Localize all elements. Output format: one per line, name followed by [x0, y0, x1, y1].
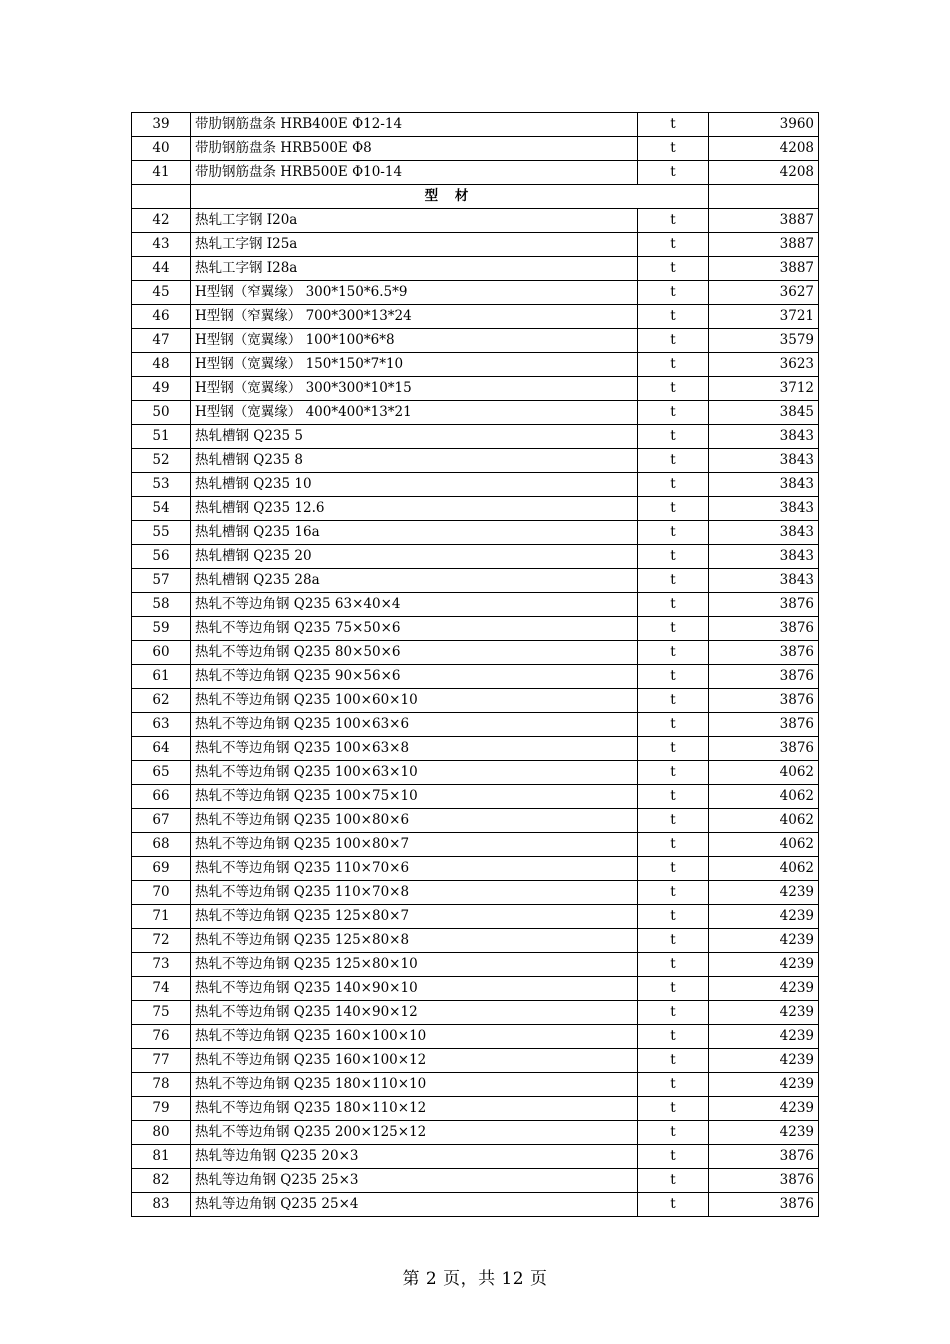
unit-cell: t — [638, 281, 709, 305]
price-cell: 4239 — [709, 953, 819, 977]
price-cell: 4239 — [709, 1097, 819, 1121]
table-row — [132, 209, 819, 233]
unit-cell: t — [638, 137, 709, 161]
unit-cell: t — [638, 1169, 709, 1193]
material-name-cell: 热轧不等边角钢 Q235 200×125×12 — [191, 1121, 638, 1145]
material-name-cell: 热轧不等边角钢 Q235 90×56×6 — [191, 665, 638, 689]
table-row — [132, 305, 819, 329]
table-row — [132, 665, 819, 689]
price-cell: 4239 — [709, 1073, 819, 1097]
price-table — [131, 112, 819, 1217]
row-number-cell: 52 — [132, 449, 191, 473]
price-cell: 3623 — [709, 353, 819, 377]
material-name-cell: 热轧槽钢 Q235 12.6 — [191, 497, 638, 521]
material-name-cell: 热轧不等边角钢 Q235 140×90×12 — [191, 1001, 638, 1025]
unit-cell: t — [638, 449, 709, 473]
material-name-cell: 带肋钢筋盘条 HRB500E Φ10-14 — [191, 161, 638, 185]
unit-cell: t — [638, 497, 709, 521]
table-row — [132, 641, 819, 665]
row-number-cell: 72 — [132, 929, 191, 953]
row-number-cell: 42 — [132, 209, 191, 233]
price-cell: 4239 — [709, 1001, 819, 1025]
price-cell: 3876 — [709, 737, 819, 761]
material-name-cell: 热轧不等边角钢 Q235 100×63×8 — [191, 737, 638, 761]
price-cell: 3876 — [709, 641, 819, 665]
table-row — [132, 233, 819, 257]
price-cell: 4062 — [709, 761, 819, 785]
row-number-cell: 53 — [132, 473, 191, 497]
table-row — [132, 857, 819, 881]
material-name-cell: 热轧不等边角钢 Q235 100×60×10 — [191, 689, 638, 713]
table-row — [132, 377, 819, 401]
price-cell: 4062 — [709, 857, 819, 881]
material-name-cell: 热轧槽钢 Q235 20 — [191, 545, 638, 569]
material-name-cell: H型钢（宽翼缘） 100*100*6*8 — [191, 329, 638, 353]
table-row — [132, 161, 819, 185]
table-row — [132, 401, 819, 425]
unit-cell: t — [638, 593, 709, 617]
row-number-cell: 58 — [132, 593, 191, 617]
price-cell: 3876 — [709, 689, 819, 713]
unit-cell: t — [638, 569, 709, 593]
table-row — [132, 713, 819, 737]
price-cell: 3843 — [709, 545, 819, 569]
price-cell: 4239 — [709, 977, 819, 1001]
price-cell: 3712 — [709, 377, 819, 401]
table-row — [132, 329, 819, 353]
unit-cell: t — [638, 665, 709, 689]
unit-cell: t — [638, 305, 709, 329]
unit-cell: t — [638, 473, 709, 497]
table-row — [132, 137, 819, 161]
unit-cell: t — [638, 401, 709, 425]
row-number-cell: 39 — [132, 113, 191, 137]
unit-cell: t — [638, 1025, 709, 1049]
material-name-cell: 热轧等边角钢 Q235 25×3 — [191, 1169, 638, 1193]
table-row — [132, 497, 819, 521]
price-cell: 3887 — [709, 257, 819, 281]
material-name-cell: H型钢（宽翼缘） 150*150*7*10 — [191, 353, 638, 377]
material-name-cell: 带肋钢筋盘条 HRB400E Φ12-14 — [191, 113, 638, 137]
price-cell: 4062 — [709, 833, 819, 857]
material-name-cell: 热轧不等边角钢 Q235 160×100×10 — [191, 1025, 638, 1049]
table-row — [132, 353, 819, 377]
table-row — [132, 1025, 819, 1049]
row-number-cell: 62 — [132, 689, 191, 713]
table-row — [132, 1097, 819, 1121]
material-name-cell: H型钢（窄翼缘） 700*300*13*24 — [191, 305, 638, 329]
unit-cell: t — [638, 377, 709, 401]
row-number-cell: 79 — [132, 1097, 191, 1121]
row-number-cell: 60 — [132, 641, 191, 665]
unit-cell: t — [638, 785, 709, 809]
row-number-cell: 41 — [132, 161, 191, 185]
table-row — [132, 473, 819, 497]
row-number-cell: 45 — [132, 281, 191, 305]
unit-cell: t — [638, 689, 709, 713]
unit-cell: t — [638, 161, 709, 185]
row-number-cell: 47 — [132, 329, 191, 353]
row-number-cell: 54 — [132, 497, 191, 521]
unit-cell: t — [638, 881, 709, 905]
material-name-cell: 热轧槽钢 Q235 5 — [191, 425, 638, 449]
table-row — [132, 809, 819, 833]
row-number-cell: 65 — [132, 761, 191, 785]
row-number-cell: 61 — [132, 665, 191, 689]
table-row — [132, 929, 819, 953]
row-number-cell: 81 — [132, 1145, 191, 1169]
price-cell: 4208 — [709, 161, 819, 185]
unit-cell: t — [638, 113, 709, 137]
row-number-cell: 64 — [132, 737, 191, 761]
price-cell: 4239 — [709, 929, 819, 953]
row-number-cell: 44 — [132, 257, 191, 281]
material-name-cell: 热轧槽钢 Q235 16a — [191, 521, 638, 545]
table-row — [132, 1145, 819, 1169]
price-cell: 3843 — [709, 521, 819, 545]
row-number-cell: 80 — [132, 1121, 191, 1145]
unit-cell: t — [638, 761, 709, 785]
row-number-cell: 55 — [132, 521, 191, 545]
table-row — [132, 521, 819, 545]
price-cell: 3876 — [709, 593, 819, 617]
material-name-cell: H型钢（窄翼缘） 300*150*6.5*9 — [191, 281, 638, 305]
table-row — [132, 257, 819, 281]
empty-cell — [132, 185, 191, 209]
table-row — [132, 689, 819, 713]
unit-cell: t — [638, 737, 709, 761]
price-cell: 3887 — [709, 233, 819, 257]
price-table-body — [132, 113, 819, 1217]
row-number-cell: 67 — [132, 809, 191, 833]
row-number-cell: 82 — [132, 1169, 191, 1193]
unit-cell: t — [638, 905, 709, 929]
row-number-cell: 73 — [132, 953, 191, 977]
table-row — [132, 737, 819, 761]
material-name-cell: 热轧不等边角钢 Q235 140×90×10 — [191, 977, 638, 1001]
price-cell: 3876 — [709, 617, 819, 641]
page-number-footer: 第 2 页，共 12 页 — [402, 1269, 548, 1289]
row-number-cell: 76 — [132, 1025, 191, 1049]
price-cell: 3876 — [709, 1169, 819, 1193]
table-row — [132, 617, 819, 641]
section-header-row — [132, 185, 819, 209]
unit-cell: t — [638, 953, 709, 977]
row-number-cell: 69 — [132, 857, 191, 881]
price-cell: 4062 — [709, 785, 819, 809]
price-cell: 4239 — [709, 1025, 819, 1049]
material-name-cell: 热轧等边角钢 Q235 20×3 — [191, 1145, 638, 1169]
row-number-cell: 43 — [132, 233, 191, 257]
unit-cell: t — [638, 545, 709, 569]
row-number-cell: 56 — [132, 545, 191, 569]
table-row — [132, 785, 819, 809]
row-number-cell: 40 — [132, 137, 191, 161]
unit-cell: t — [638, 641, 709, 665]
table-row — [132, 881, 819, 905]
table-row — [132, 569, 819, 593]
unit-cell: t — [638, 209, 709, 233]
unit-cell: t — [638, 809, 709, 833]
price-cell: 3960 — [709, 113, 819, 137]
material-name-cell: 热轧不等边角钢 Q235 100×80×7 — [191, 833, 638, 857]
row-number-cell: 68 — [132, 833, 191, 857]
material-name-cell: 热轧等边角钢 Q235 25×4 — [191, 1193, 638, 1217]
row-number-cell: 59 — [132, 617, 191, 641]
price-cell: 3627 — [709, 281, 819, 305]
material-name-cell: 热轧不等边角钢 Q235 100×63×10 — [191, 761, 638, 785]
unit-cell: t — [638, 425, 709, 449]
unit-cell: t — [638, 521, 709, 545]
price-cell: 4239 — [709, 1049, 819, 1073]
price-cell: 3876 — [709, 665, 819, 689]
material-name-cell: 带肋钢筋盘条 HRB500E Φ8 — [191, 137, 638, 161]
material-name-cell: 热轧不等边角钢 Q235 125×80×8 — [191, 929, 638, 953]
price-cell: 4208 — [709, 137, 819, 161]
material-name-cell: 热轧不等边角钢 Q235 180×110×10 — [191, 1073, 638, 1097]
table-row — [132, 1001, 819, 1025]
unit-cell: t — [638, 1193, 709, 1217]
row-number-cell: 74 — [132, 977, 191, 1001]
unit-cell: t — [638, 1121, 709, 1145]
price-cell: 3843 — [709, 497, 819, 521]
table-row — [132, 833, 819, 857]
table-row — [132, 1073, 819, 1097]
row-number-cell: 83 — [132, 1193, 191, 1217]
table-row — [132, 113, 819, 137]
material-name-cell: 热轧不等边角钢 Q235 125×80×10 — [191, 953, 638, 977]
material-name-cell: 热轧工字钢 I20a — [191, 209, 638, 233]
table-row — [132, 593, 819, 617]
row-number-cell: 75 — [132, 1001, 191, 1025]
unit-cell: t — [638, 1073, 709, 1097]
row-number-cell: 48 — [132, 353, 191, 377]
price-cell: 4239 — [709, 881, 819, 905]
table-row — [132, 953, 819, 977]
unit-cell: t — [638, 833, 709, 857]
unit-cell: t — [638, 233, 709, 257]
price-cell: 4062 — [709, 809, 819, 833]
material-name-cell: 热轧不等边角钢 Q235 160×100×12 — [191, 1049, 638, 1073]
material-name-cell: 热轧槽钢 Q235 28a — [191, 569, 638, 593]
price-cell: 3579 — [709, 329, 819, 353]
price-cell: 3721 — [709, 305, 819, 329]
table-row — [132, 905, 819, 929]
price-cell: 3843 — [709, 425, 819, 449]
unit-cell: t — [638, 353, 709, 377]
table-row — [132, 761, 819, 785]
material-name-cell: 热轧不等边角钢 Q235 180×110×12 — [191, 1097, 638, 1121]
table-row — [132, 425, 819, 449]
material-name-cell: 热轧不等边角钢 Q235 63×40×4 — [191, 593, 638, 617]
price-cell: 3876 — [709, 1145, 819, 1169]
material-name-cell: 热轧不等边角钢 Q235 125×80×7 — [191, 905, 638, 929]
price-cell: 3845 — [709, 401, 819, 425]
price-cell: 3887 — [709, 209, 819, 233]
row-number-cell: 49 — [132, 377, 191, 401]
table-row — [132, 1049, 819, 1073]
unit-cell: t — [638, 857, 709, 881]
unit-cell: t — [638, 977, 709, 1001]
table-row — [132, 1193, 819, 1217]
material-name-cell: 热轧不等边角钢 Q235 100×63×6 — [191, 713, 638, 737]
table-row — [132, 281, 819, 305]
price-cell: 3876 — [709, 713, 819, 737]
price-cell: 3843 — [709, 569, 819, 593]
material-name-cell: 热轧工字钢 I25a — [191, 233, 638, 257]
empty-cell — [709, 185, 819, 209]
row-number-cell: 57 — [132, 569, 191, 593]
table-row — [132, 1121, 819, 1145]
table-row — [132, 977, 819, 1001]
row-number-cell: 63 — [132, 713, 191, 737]
unit-cell: t — [638, 929, 709, 953]
unit-cell: t — [638, 1097, 709, 1121]
material-name-cell: 热轧槽钢 Q235 8 — [191, 449, 638, 473]
price-cell: 3843 — [709, 449, 819, 473]
material-name-cell: 热轧不等边角钢 Q235 100×80×6 — [191, 809, 638, 833]
unit-cell: t — [638, 329, 709, 353]
row-number-cell: 51 — [132, 425, 191, 449]
table-row — [132, 449, 819, 473]
material-name-cell: H型钢（宽翼缘） 300*300*10*15 — [191, 377, 638, 401]
price-cell: 3843 — [709, 473, 819, 497]
unit-cell: t — [638, 1001, 709, 1025]
material-name-cell: 热轧不等边角钢 Q235 110×70×8 — [191, 881, 638, 905]
row-number-cell: 66 — [132, 785, 191, 809]
material-name-cell: 热轧不等边角钢 Q235 75×50×6 — [191, 617, 638, 641]
unit-cell: t — [638, 257, 709, 281]
row-number-cell: 71 — [132, 905, 191, 929]
unit-cell: t — [638, 1145, 709, 1169]
row-number-cell: 77 — [132, 1049, 191, 1073]
unit-cell: t — [638, 617, 709, 641]
price-cell: 4239 — [709, 905, 819, 929]
unit-cell: t — [638, 1049, 709, 1073]
table-row — [132, 1169, 819, 1193]
table-row — [132, 545, 819, 569]
material-name-cell: 热轧不等边角钢 Q235 100×75×10 — [191, 785, 638, 809]
material-name-cell: 热轧工字钢 I28a — [191, 257, 638, 281]
material-name-cell: 热轧槽钢 Q235 10 — [191, 473, 638, 497]
row-number-cell: 46 — [132, 305, 191, 329]
row-number-cell: 50 — [132, 401, 191, 425]
material-name-cell: H型钢（宽翼缘） 400*400*13*21 — [191, 401, 638, 425]
row-number-cell: 70 — [132, 881, 191, 905]
material-name-cell: 热轧不等边角钢 Q235 110×70×6 — [191, 857, 638, 881]
price-cell: 3876 — [709, 1193, 819, 1217]
material-name-cell: 热轧不等边角钢 Q235 80×50×6 — [191, 641, 638, 665]
row-number-cell: 78 — [132, 1073, 191, 1097]
section-title: 型 材 — [191, 185, 709, 209]
price-cell: 4239 — [709, 1121, 819, 1145]
unit-cell: t — [638, 713, 709, 737]
